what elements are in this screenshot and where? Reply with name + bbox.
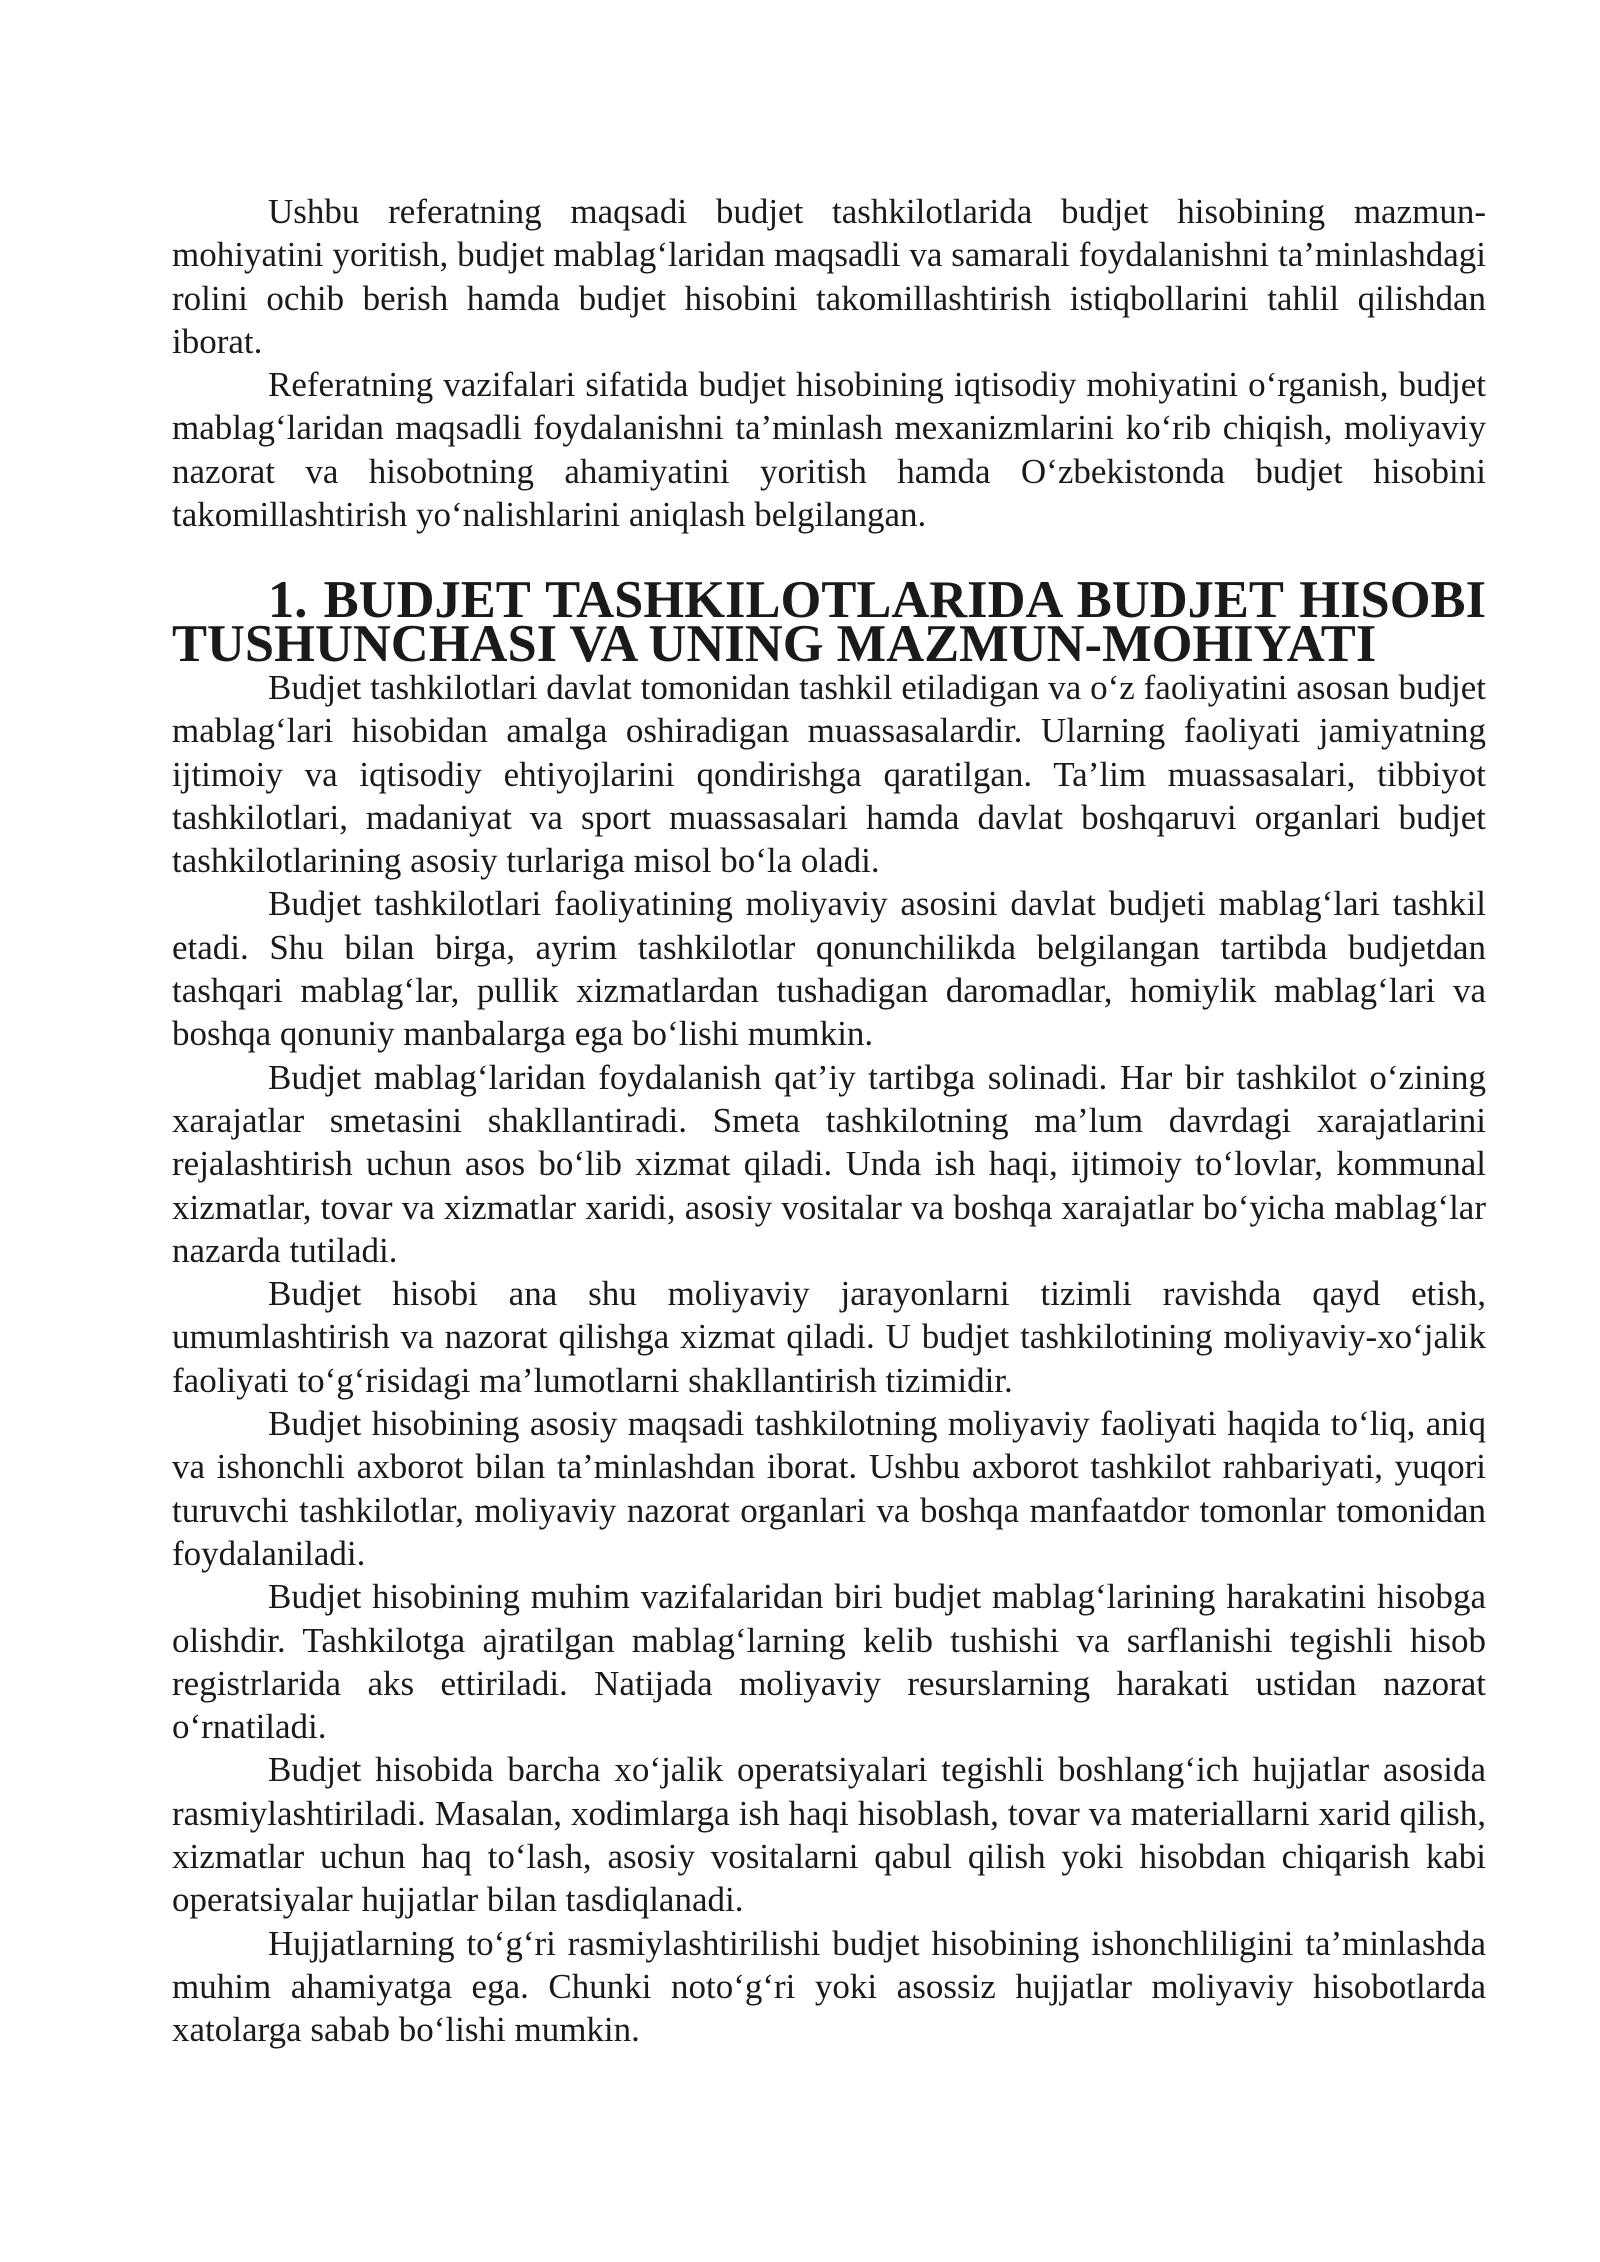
section-paragraph: Budjet mablag‘laridan foydalanish qat’iy tartibga solinadi. Har bir tashkilot o‘zining xarajatlar smetasini shakllantiradi. Smeta tashkilotning ma’lum davrdagi xarajatlarini rejalashtirish uchun asos bo‘lib xizmat qiladi. Unda ish haqi, ijtimoiy to‘lovlar, kommunal xizmatlar, tovar va xizmatlar xaridi, asosiy vositalar va boshqa xarajatlar bo‘yicha mablag‘lar nazarda tutiladi. <box>172 1057 1486 1270</box>
section-heading: 1. BUDJET TASHKILOTLARIDA BUDJET HISOBI TUSHUNCHASI VA UNING MAZMUN-MOHIYATI <box>172 571 1486 673</box>
document-page <box>172 190 1486 2051</box>
section-paragraph: Budjet hisobida barcha xo‘jalik operatsiyalari tegishli boshlang‘ich hujjatlar asosida rasmiylashtiriladi. Masalan, xodimlarga ish haqi hisoblash, tovar va materiallarni xarid qilish, xizmatlar uchun haq to‘lash, asosiy vositalarni qabul qilish yoki hisobdan chiqarish kabi operatsiyalar hujjatlar bilan tasdiqlanadi. <box>172 1750 1486 1920</box>
section-paragraph: Hujjatlarning to‘g‘ri rasmiylashtirilishi budjet hisobining ishonchliligini ta’minlashda muhim ahamiyatga ega. Chunki noto‘g‘ri yoki asossiz hujjatlar moliyaviy hisobotlarda xatolarga sabab bo‘lishi mumkin. <box>172 1923 1486 2050</box>
intro-paragraph-goal: Ushbu referatning maqsadi budjet tashkilotlarida budjet hisobining mazmun-mohiyatini yoritish, budjet mablag‘laridan maqsadli va samarali foydalanishni ta’minlashdagi rolini ochib berish hamda budjet hisobini takomillashtirish istiqbollarini tahlil qilishdan iborat. <box>172 192 1486 361</box>
section-paragraph: Budjet tashkilotlari davlat tomonidan tashkil etiladigan va o‘z faoliyatini asosan budjet mablag‘lari hisobidan amalga oshiradigan muassasalardir. Ularning faoliyati jamiyatning ijtimoiy va iqtisodiy ehtiyojlarini qondirishga qaratilgan. Ta’lim muassasalari, tibbiyot tashkilotlari, madaniyat va sport muassasalari hamda davlat boshqaruvi organlari budjet tashkilotlarining asosiy turlariga misol bo‘la oladi. <box>172 667 1486 881</box>
section-paragraph: Budjet hisobining asosiy maqsadi tashkilotning moliyaviy faoliyati haqida to‘liq, aniq va ishonchli axborot bilan ta’minlashdan iborat. Ushbu axborot tashkilot rahbariyati, yuqori turuvchi tashkilotlar, moliyaviy nazorat organlari va boshqa manfaatdor tomonlar tomonidan foydalaniladi. <box>172 1404 1486 1573</box>
section-paragraph: Budjet hisobi ana shu moliyaviy jarayonlarni tizimli ravishda qayd etish, umumlashtirish va nazorat qilishga xizmat qiladi. U budjet tashkilotining moliyaviy-xo‘jalik faoliyati to‘g‘risidagi ma’lumotlarni shakllantirish tizimidir. <box>172 1274 1486 1400</box>
intro-paragraph-tasks: Referatning vazifalari sifatida budjet hisobining iqtisodiy mohiyatini o‘rganish, budjet mablag‘laridan maqsadli foydalanishni ta’minlash mexanizmlarini ko‘rib chiqish, moliyaviy nazorat va hisobotning ahamiyatini yoritish hamda O‘zbekistonda budjet hisobini takomillashtirish yo‘nalishlarini aniqlash belgilangan. <box>172 365 1486 535</box>
section-paragraph: Budjet hisobining muhim vazifalaridan biri budjet mablag‘larining harakatini hisobga olishdir. Tashkilotga ajratilgan mablag‘larning kelib tushishi va sarflanishi tegishli hisob registrlarida aks ettiriladi. Natijada moliyaviy resurslarning harakati ustidan nazorat o‘rnatiladi. <box>172 1577 1486 1747</box>
section-paragraph: Budjet tashkilotlari faoliyatining moliyaviy asosini davlat budjeti mablag‘lari tashkil etadi. Shu bilan birga, ayrim tashkilotlar qonunchilikda belgilangan tartibda budjetdan tashqari mablag‘lar, pullik xizmatlardan tushadigan daromadlar, homiylik mablag‘lari va boshqa qonuniy manbalarga ega bo‘lishi mumkin. <box>172 884 1486 1054</box>
